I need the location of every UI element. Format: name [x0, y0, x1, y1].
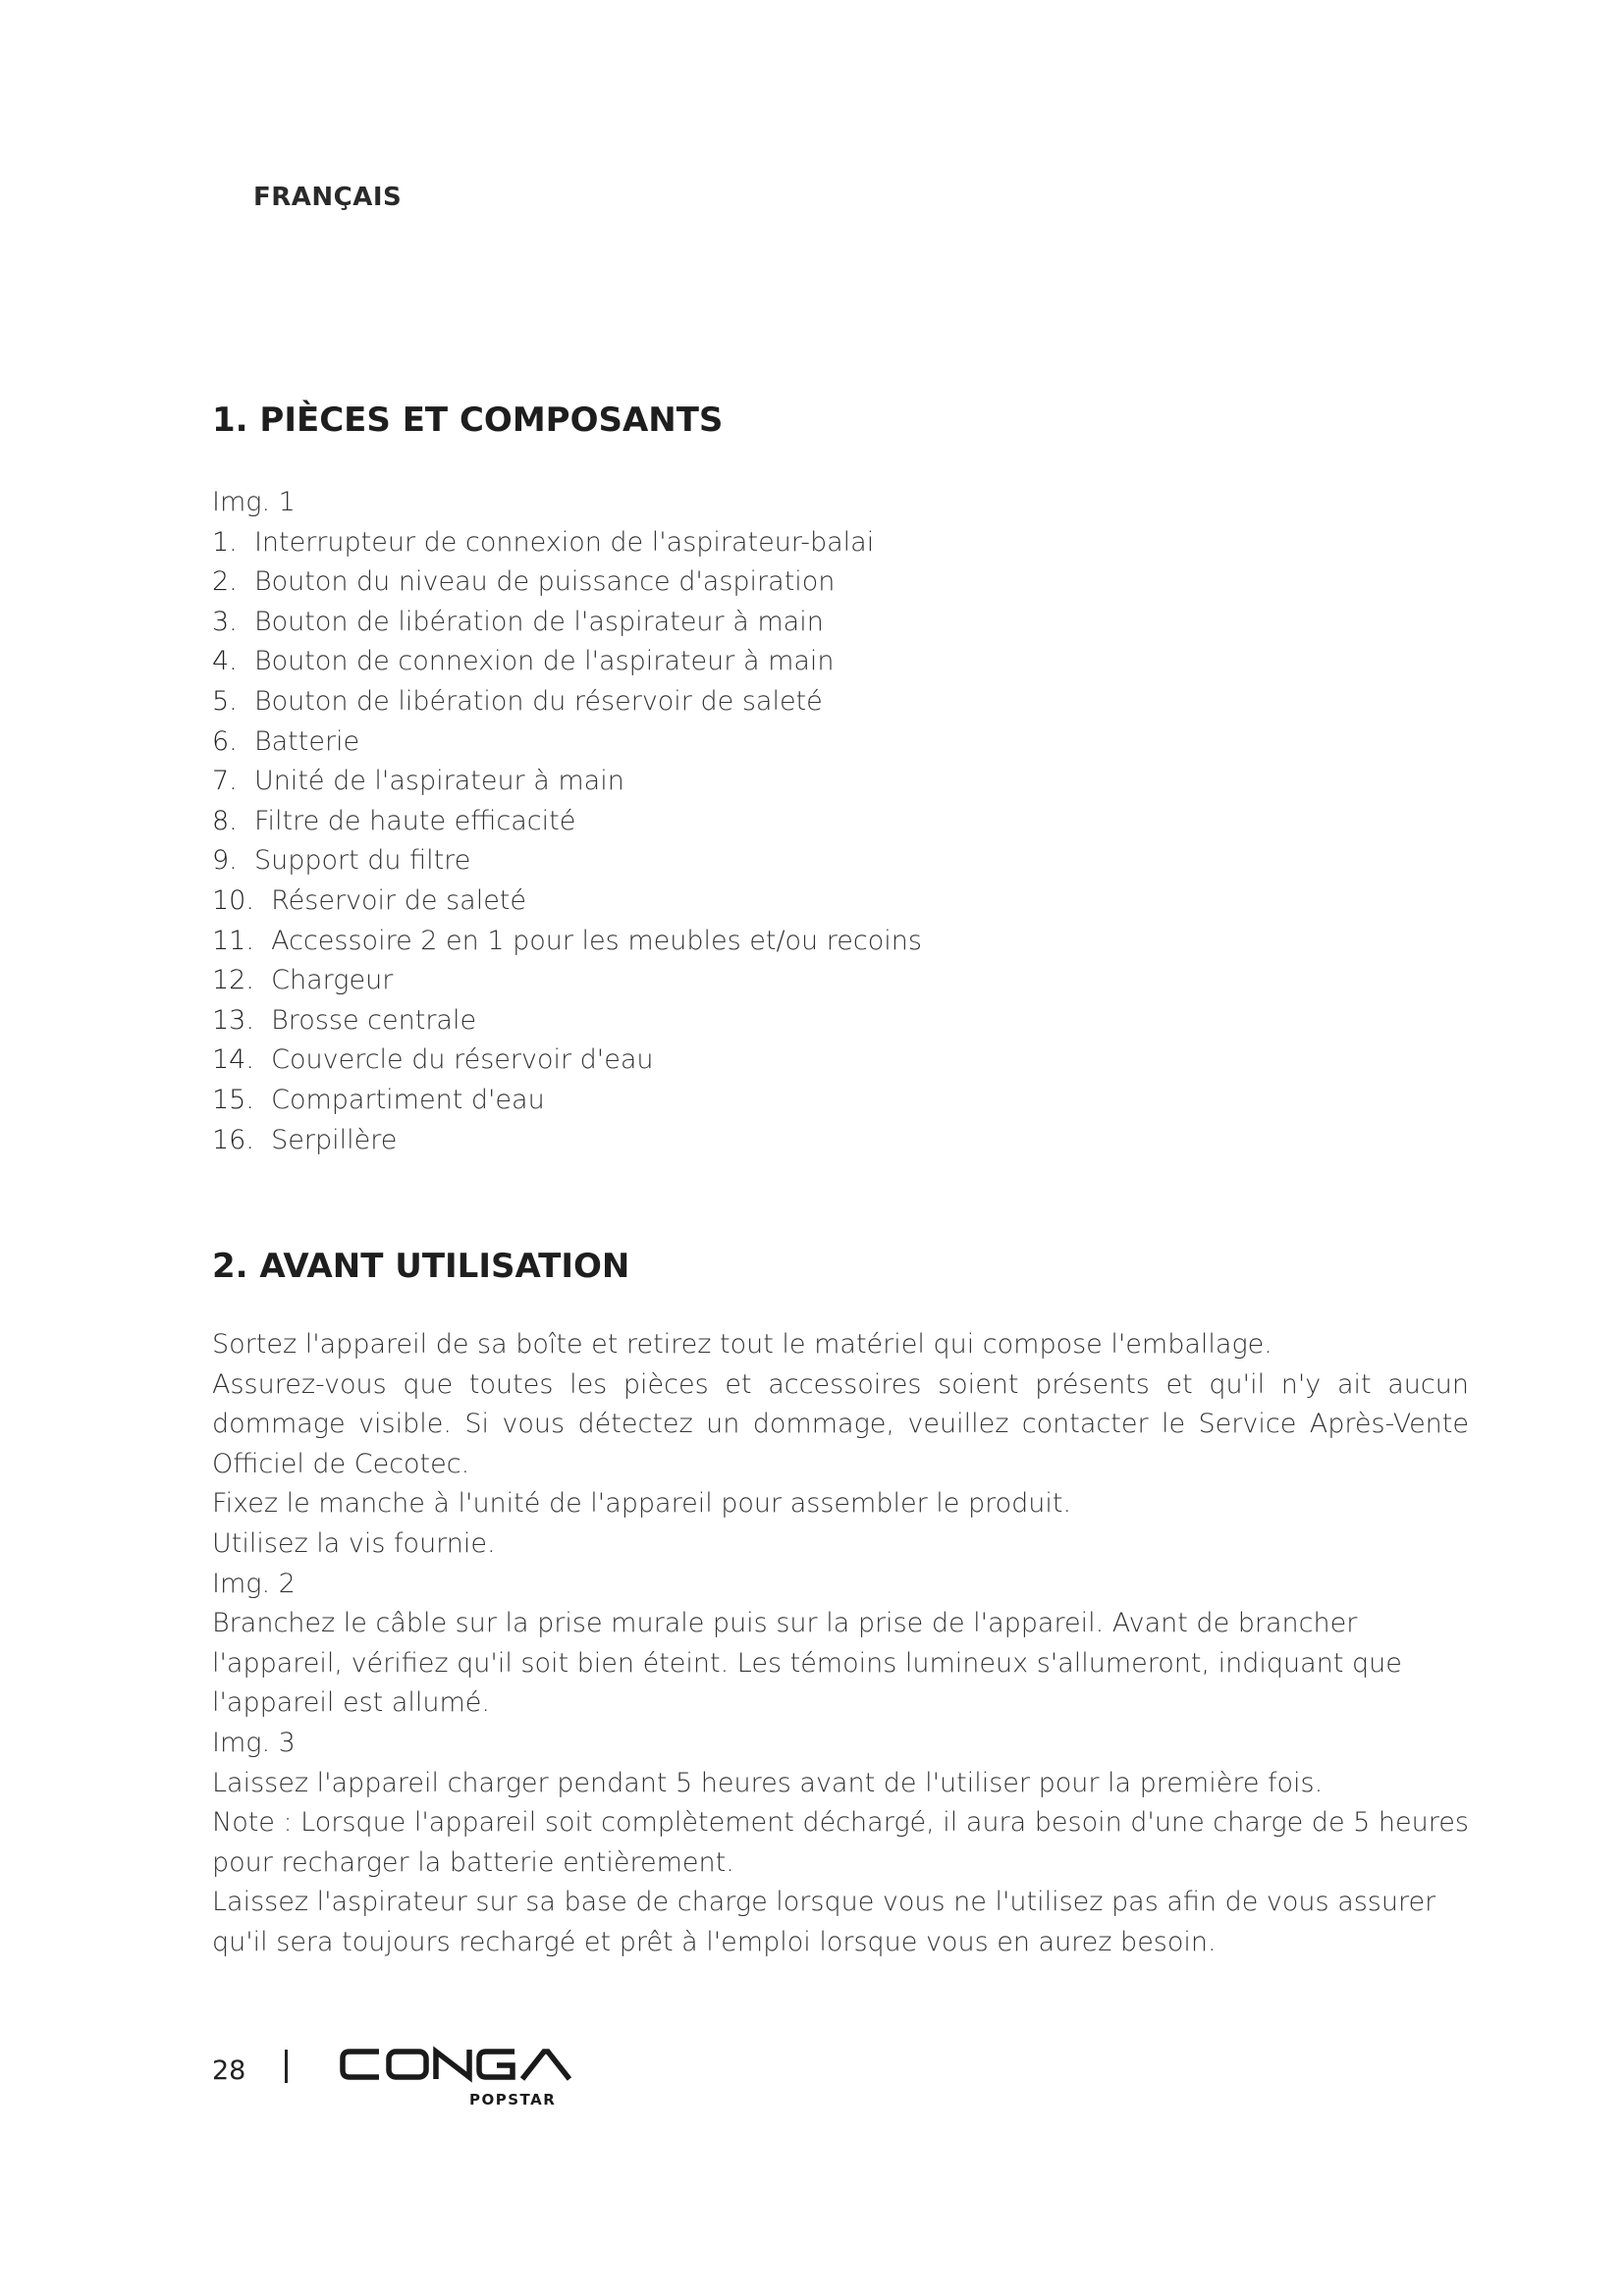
list-item: 13. Brosse centrale — [212, 1004, 477, 1036]
before-use-text — [212, 1325, 1469, 1963]
list-item: 4. Bouton de connexion de l'aspirateur à main — [212, 646, 835, 677]
section-title-parts: 1. PIÈCES ET COMPOSANTS — [212, 400, 724, 440]
list-item: 11. Accessoire 2 en 1 pour les meubles et/ou recoins — [212, 925, 922, 956]
paragraph: Assurez-vous que toutes les pièces et accessoires soient présents et qu'il n'y ait aucun dommage visible. Si vous détectez un dommage, veuillez contacter le Service Après-Vente Officiel de Cecotec. — [212, 1368, 1469, 1479]
list-item: 7. Unité de l'aspirateur à main — [212, 766, 624, 797]
section-title-before-use: 2. AVANT UTILISATION — [212, 1247, 630, 1286]
list-item: 16. Serpillère — [212, 1124, 398, 1155]
parts-list — [212, 483, 922, 1160]
list-item: 14. Couvercle du réservoir d'eau — [212, 1044, 654, 1076]
image-reference: Img. 1 — [212, 487, 296, 517]
footer-separator — [285, 2050, 288, 2083]
list-item: 12. Chargeur — [212, 965, 394, 996]
paragraph: Laissez l'appareil charger pendant 5 heures avant de l'utiliser pour la première fois. — [212, 1767, 1324, 1798]
paragraph: Fixez le manche à l'unité de l'appareil pour assembler le produit. — [212, 1488, 1072, 1520]
paragraph: Sortez l'appareil de sa boîte et retirez tout le matériel qui compose l'emballage. — [212, 1329, 1272, 1360]
list-item: 10. Réservoir de saleté — [212, 884, 526, 916]
list-item: 9. Support du filtre — [212, 845, 471, 877]
conga-logo — [340, 2044, 571, 2112]
page-number: 28 — [212, 2056, 246, 2086]
list-item: 6. Batterie — [212, 725, 360, 757]
list-item: 2. Bouton du niveau de puissance d'aspiration — [212, 566, 836, 598]
list-item: 15. Compartiment d'eau — [212, 1084, 545, 1115]
language-label: FRANÇAIS — [253, 183, 403, 212]
paragraph: Laissez l'aspirateur sur sa base de charge lorsque vous ne l'utilisez pas afin de vous assurer qu'il sera toujours rechargé et prêt à l'emploi lorsque vous en aurez besoin. — [212, 1887, 1436, 1957]
image-reference: Img. 3 — [212, 1727, 296, 1758]
paragraph: Note : Lorsque l'appareil soit complètement déchargé, il aura besoin d'une charge de 5 heures pour recharger la batterie entièrement. — [212, 1807, 1469, 1878]
list-item: 5. Bouton de libération du réservoir de saleté — [212, 685, 823, 717]
paragraph: Utilisez la vis fournie. — [212, 1527, 496, 1559]
list-item: 3. Bouton de libération de l'aspirateur à main — [212, 606, 824, 637]
list-item: 1. Interrupteur de connexion de l'aspirateur-balai — [212, 526, 875, 558]
list-item: 8. Filtre de haute efficacité — [212, 805, 576, 836]
paragraph: Branchez le câble sur la prise murale puis sur la prise de l'appareil. Avant de brancher l'appareil, vérifiez qu'il soit bien éteint. Les témoins lumineux s'allumeront, indiquant que l'appareil est allumé. — [212, 1608, 1402, 1719]
model-name: POPSTAR — [469, 2091, 557, 2109]
image-reference: Img. 2 — [212, 1568, 296, 1599]
